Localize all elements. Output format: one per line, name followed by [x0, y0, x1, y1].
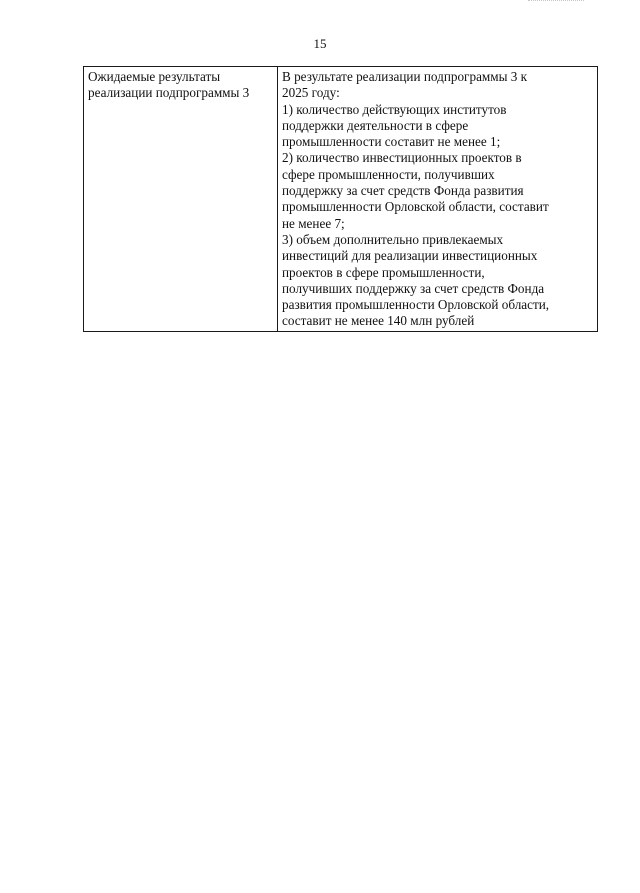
label-line: реализации подпрограммы 3 — [88, 85, 250, 101]
content-line: проектов в сфере промышленности, — [282, 264, 485, 280]
content-line: развития промышленности Орловской области, — [282, 297, 550, 313]
content-line: не менее 7; — [282, 215, 345, 231]
table-row — [84, 67, 598, 332]
content-line: 3) объем дополнительно привлекаемых — [282, 231, 504, 247]
content-line: поддержки деятельности в сфере — [282, 117, 469, 133]
content-line: сфере промышленности, получивших — [282, 166, 495, 182]
scan-corner-mark — [528, 0, 584, 4]
page-number: 15 — [313, 36, 327, 51]
content-line: 2025 году: — [282, 85, 340, 101]
content-cell — [278, 67, 598, 332]
content-line: инвестиций для реализации инвестиционных — [282, 248, 538, 264]
content-line: промышленности Орловской области, составит — [282, 199, 549, 215]
expected-results-table — [83, 66, 598, 332]
content-line: составит не менее 140 млн рублей — [282, 313, 475, 329]
content-line: получивших поддержку за счет средств Фонда — [282, 280, 545, 296]
label-line: Ожидаемые результаты — [88, 69, 221, 84]
label-cell — [84, 67, 278, 332]
content-line: промышленности составит не менее 1; — [282, 134, 501, 150]
content-line: В результате реализации подпрограммы 3 к — [282, 69, 528, 84]
content-line: 2) количество инвестиционных проектов в — [282, 150, 522, 166]
content-line: 1) количество действующих институтов — [282, 101, 507, 117]
content-line: поддержку за счет средств Фонда развития — [282, 183, 524, 199]
